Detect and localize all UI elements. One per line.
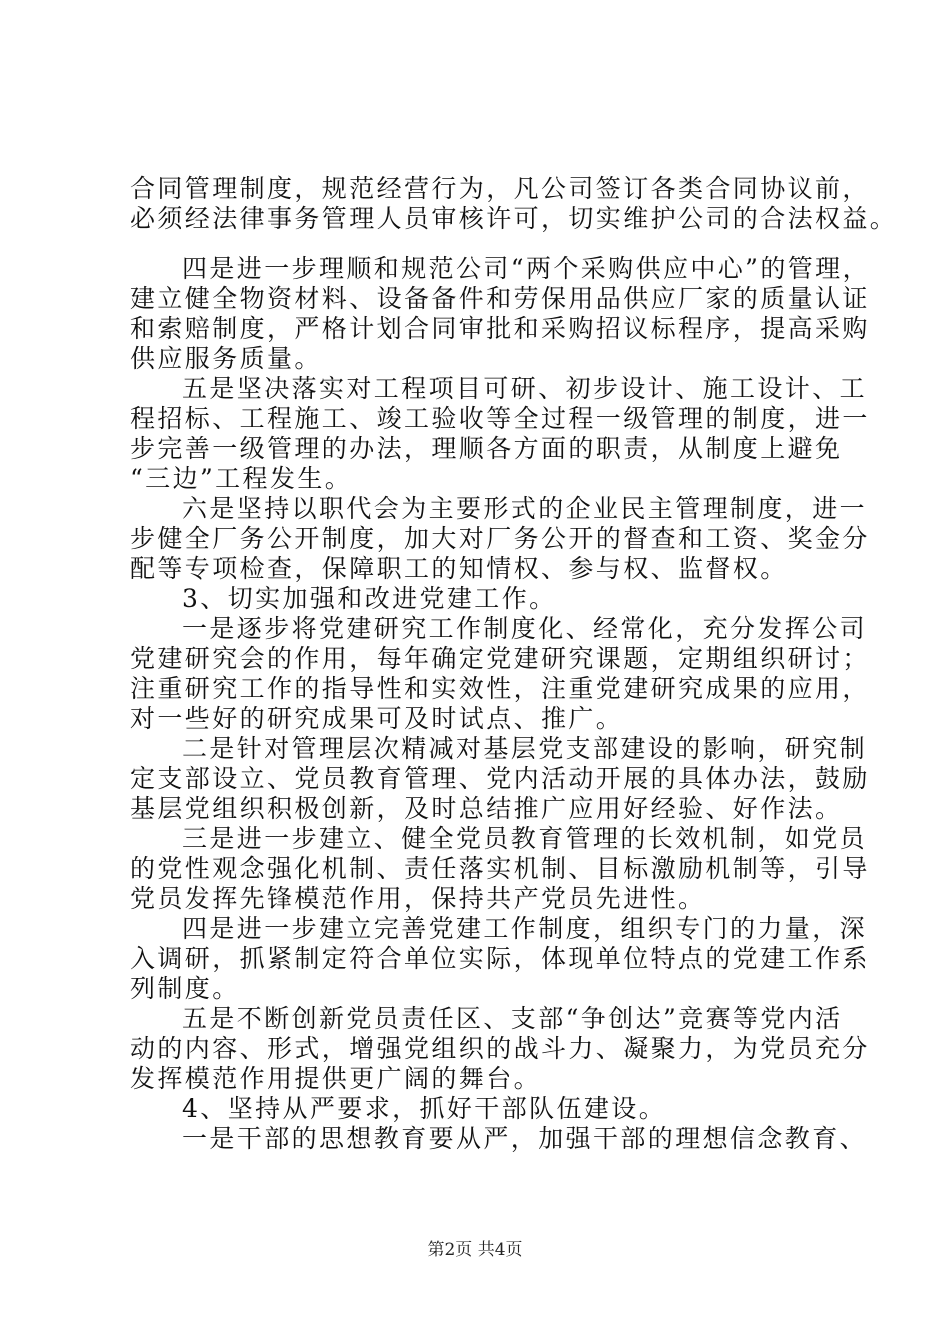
text-line: 步完善一级管理的办法，理顺各方面的职责，从制度上避免 [130, 434, 843, 463]
text-line: 党建研究会的作用，每年确定党建研究课题，定期组织研讨； [130, 644, 870, 673]
text-line: 一是逐步将党建研究工作制度化、经常化，充分发挥公司 [182, 614, 868, 643]
text-line: 发挥模范作用提供更广阔的舞台。 [130, 1064, 542, 1093]
text-line: 入调研，抓紧制定符合单位实际，体现单位特点的党建工作系 [130, 944, 870, 973]
text-line: 合同管理制度，规范经营行为，凡公司签订各类合同协议前， [130, 174, 870, 203]
paragraph-gap [130, 234, 860, 254]
text-line: 注重研究工作的指导性和实效性，注重党建研究成果的应用， [130, 674, 870, 703]
text-line: 必须经法律事务管理人员审核许可，切实维护公司的合法权益。 [130, 204, 898, 233]
text-line: 党员发挥先锋模范作用，保持共产党员先进性。 [130, 884, 706, 913]
text-line: 三是进一步建立、健全党员教育管理的长效机制，如党员 [182, 824, 868, 853]
text-line: 列制度。 [130, 974, 240, 1003]
text-line: 一是干部的思想教育要从严，加强干部的理想信念教育、 [182, 1124, 868, 1153]
document-body [130, 174, 898, 1154]
text-line: 二是针对管理层次精减对基层党支部建设的影响，研究制 [182, 734, 868, 763]
text-line: 建立健全物资材料、设备备件和劳保用品供应厂家的质量认证 [130, 284, 870, 313]
text-line: 供应服务质量。 [130, 344, 322, 373]
section-heading: 3、切实加强和改进党建工作。 [182, 584, 557, 613]
text-line: 定支部设立、党员教育管理、党内活动开展的具体办法，鼓励 [130, 764, 870, 793]
text-line: “三边”工程发生。 [130, 464, 353, 493]
text-line: 四是进一步建立完善党建工作制度，组织专门的力量，深 [182, 914, 868, 943]
text-line: 和索赔制度，严格计划合同审批和采购招议标程序，提高采购 [130, 314, 870, 343]
section-heading: 4、坚持从严要求，抓好干部队伍建设。 [182, 1094, 667, 1123]
text-line: 的党性观念强化机制、责任落实机制、目标激励机制等，引导 [130, 854, 870, 883]
text-line: 动的内容、形式，增强党组织的战斗力、凝聚力，为党员充分 [130, 1034, 870, 1063]
page-number-footer: 第2页 共4页 [427, 1240, 523, 1260]
text-line: 步健全厂务公开制度，加大对厂务公开的督查和工资、奖金分 [130, 524, 870, 553]
text-line: 配等专项检查，保障职工的知情权、参与权、监督权。 [130, 554, 788, 583]
text-line: 程招标、工程施工、竣工验收等全过程一级管理的制度，进一 [130, 404, 870, 433]
text-line: 基层党组织积极创新，及时总结推广应用好经验、好作法。 [130, 794, 843, 823]
text-line: 五是坚决落实对工程项目可研、初步设计、施工设计、工 [182, 374, 868, 403]
text-line: 四是进一步理顺和规范公司“两个采购供应中心”的管理， [182, 254, 870, 283]
text-line: 六是坚持以职代会为主要形式的企业民主管理制度，进一 [182, 494, 868, 523]
text-line: 五是不断创新党员责任区、支部“争创达”竞赛等党内活 [182, 1004, 843, 1033]
text-line: 对一些好的研究成果可及时试点、推广。 [130, 704, 624, 733]
